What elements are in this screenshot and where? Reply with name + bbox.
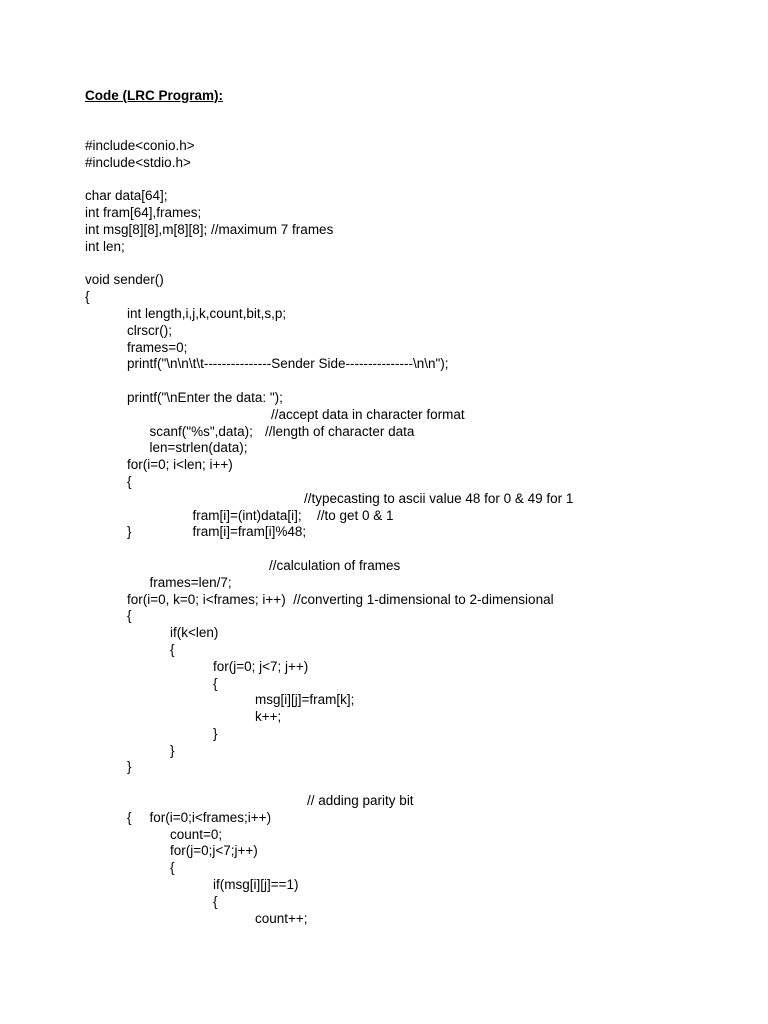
code-comment: //accept data in character format <box>271 406 465 422</box>
code-line: { <box>170 860 175 876</box>
code-line: printf("\nEnter the data: "); <box>127 389 283 405</box>
code-line: count++; <box>255 910 308 926</box>
page-title: Code (LRC Program): <box>85 88 223 103</box>
blank-line <box>85 776 745 793</box>
code-line: { <box>127 809 132 825</box>
code-line: int length,i,j,k,count,bit,s,p; <box>127 305 287 321</box>
code-line: msg[i][j]=fram[k]; <box>255 692 355 708</box>
code-comment: //to get 0 & 1 <box>317 507 394 523</box>
code-line: { <box>85 289 90 305</box>
code-line: #include<stdio.h> <box>85 154 191 170</box>
code-line: frames=0; <box>127 339 188 355</box>
code-comment: //typecasting to ascii value 48 for 0 & 49 for 1 <box>304 490 574 506</box>
code-line: char data[64]; <box>85 188 168 204</box>
blank-line <box>85 172 745 189</box>
code-line: clrscr(); <box>127 322 172 338</box>
code-line: for(j=0; j<7; j++) <box>213 658 309 674</box>
blank-line <box>85 440 745 457</box>
code-line: { <box>170 641 175 657</box>
code-line: { <box>127 473 132 489</box>
blank-line <box>85 373 745 390</box>
blank-line <box>85 541 745 558</box>
code-line: } <box>127 759 132 775</box>
code-line: } <box>170 742 175 758</box>
code-text: for(i=0;i<frames;i++) <box>149 809 272 825</box>
code-line: } <box>213 725 218 741</box>
code-text: fram[i]=fram[i]%48; <box>192 524 307 540</box>
code-line: for(i=0, k=0; i<frames; i++) //converting 1-dimensional to 2-dimensional <box>127 591 554 607</box>
code-line: int fram[64],frames; <box>85 205 202 221</box>
code-listing <box>85 138 745 927</box>
code-text: scanf("%s",data); <box>149 423 253 439</box>
code-line: count=0; <box>170 826 223 842</box>
code-line: if(msg[i][j]==1) <box>213 877 299 893</box>
code-comment: // adding parity bit <box>307 793 414 809</box>
code-line: for(j=0;j<7;j++) <box>170 843 258 859</box>
code-line <box>85 793 745 825</box>
code-comment: //calculation of frames <box>269 557 401 573</box>
code-line: printf("\n\n\t\t---------------Sender Side---------------\n\n"); <box>127 356 449 372</box>
blank-line <box>85 256 745 273</box>
code-text: fram[i]=(int)data[i]; <box>192 507 302 523</box>
code-line: #include<conio.h> <box>85 138 195 153</box>
code-line: if(k<len) <box>170 625 219 641</box>
code-text: len=strlen(data); <box>149 440 248 456</box>
code-line: } <box>127 524 132 540</box>
code-line <box>85 423 745 456</box>
code-line: k++; <box>255 709 282 725</box>
code-line: int len; <box>85 238 125 254</box>
code-line: int msg[8][8],m[8][8]; //maximum 7 frames <box>85 221 334 237</box>
code-comment: //length of character data <box>265 423 415 439</box>
code-text: frames=len/7; <box>149 574 232 590</box>
code-line <box>85 507 745 540</box>
code-line: { <box>213 675 218 691</box>
code-line <box>85 557 745 590</box>
code-line: for(i=0; i<len; i++) <box>127 457 233 473</box>
code-line: void sender() <box>85 272 164 288</box>
code-line: { <box>213 893 218 909</box>
code-line: { <box>127 608 132 624</box>
blank-line <box>85 575 745 592</box>
